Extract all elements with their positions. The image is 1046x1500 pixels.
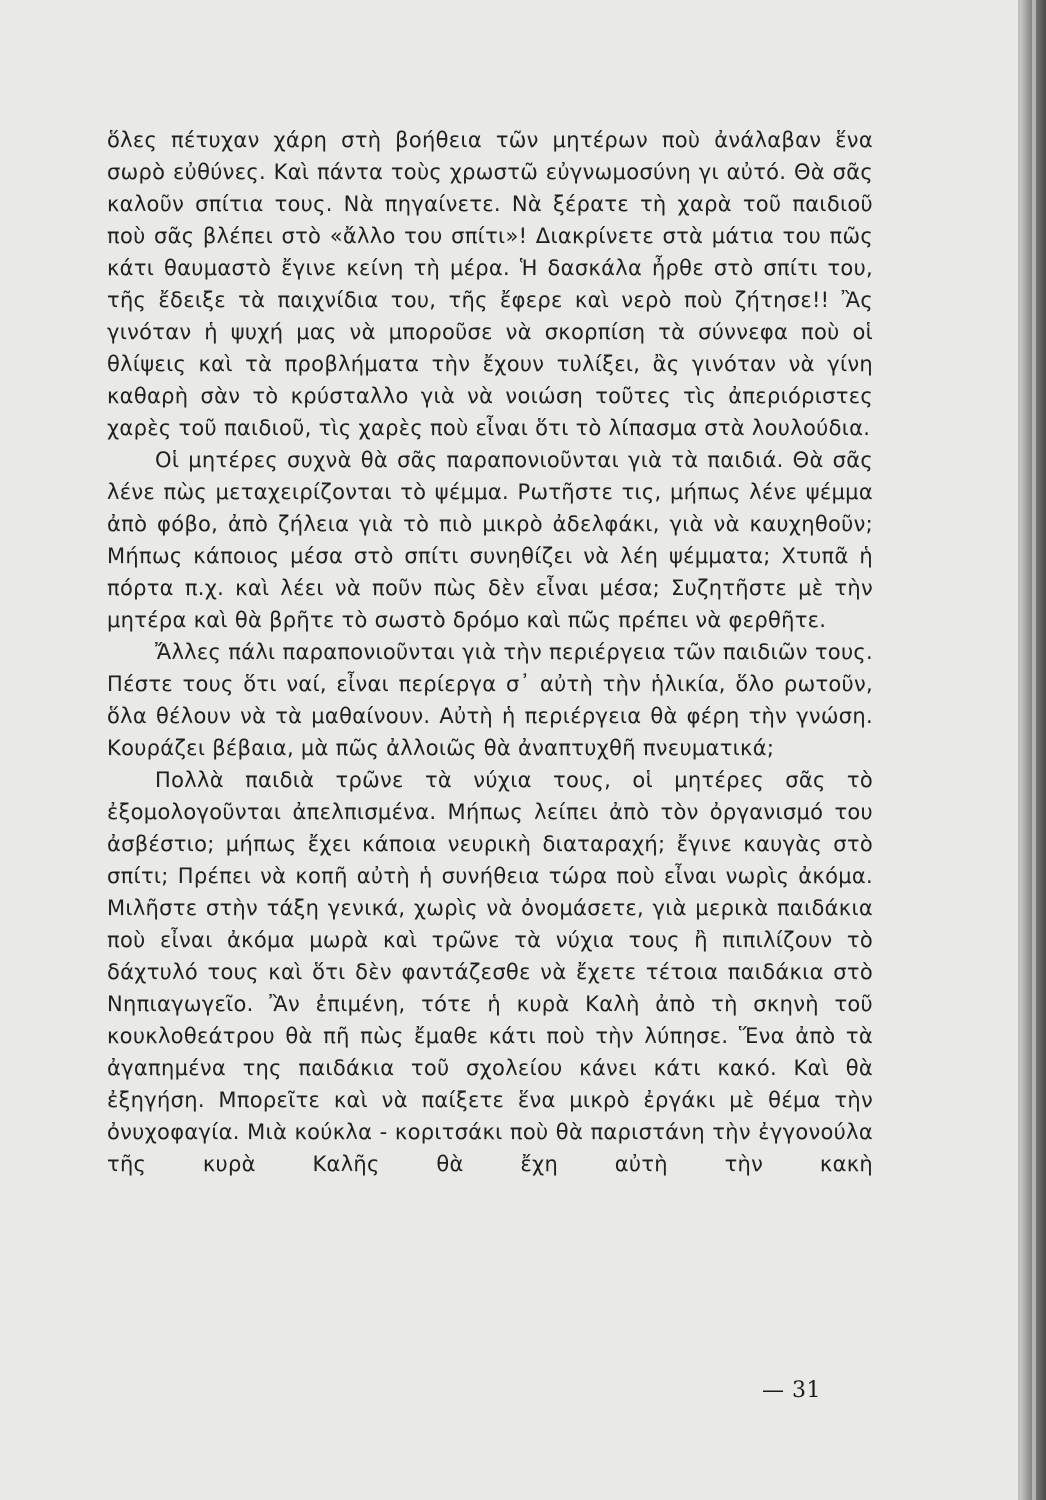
paragraph-1: ὅλες πέτυχαν χάρη στὴ βοήθεια τῶν μητέρων ποὺ ἀνάλαβαν ἕνα σωρὸ εὐθύνες. Καὶ πάντα τοὺς χρωστῶ εὐγνωμοσύνη γι αὐτό. Θὰ σᾶς καλοῦν σπίτια τους. Νὰ πηγαίνετε. Νὰ ξέρατε τὴ χαρὰ τοῦ παιδιοῦ ποὺ σᾶς βλέπει στὸ «ἄλλο του σπίτι»! Διακρίνετε στὰ μάτια του πῶς κάτι θαυμαστὸ ἔγινε κείνη τὴ μέρα. Ἡ δασκάλα ἦρθε στὸ σπίτι του, τῆς ἔδειξε τὰ παιχνίδια του, τῆς ἔφερε καὶ νερὸ ποὺ ζήτησε!! Ἂς γινόταν ἡ ψυχή μας νὰ μποροῦσε νὰ σκορπίση τὰ σύννεφα ποὺ οἱ θλίψεις καὶ τὰ προβλήματα τὴν ἔχουν τυλίξει, ἂς γινόταν νὰ γίνη καθαρὴ σὰν τὸ κρύσταλλο γιὰ νὰ νοιώση τοῦτες τὶς ἀπεριόριστες χαρὲς τοῦ παιδιοῦ, τὶς χαρὲς ποὺ εἶναι ὅτι τὸ λίπασμα στὰ λουλούδια. [107, 128, 873, 440]
paragraph-3: Ἄλλες πάλι παραπονιοῦνται γιὰ τὴν περιέργεια τῶν παιδιῶν τους. Πέστε τους ὅτι ναί, εἶναι περίεργα σ᾽ αὐτὴ τὴν ἡλικία, ὅλο ρωτοῦν, ὅλα θέλουν νὰ τὰ μαθαίνουν. Αὐτὴ ἡ περιέργεια θὰ φέρη τὴν γνώση. Κουράζει βέβαια, μὰ πῶς ἀλλοιῶς θὰ ἀναπτυχθῆ πνευματικά; [107, 640, 873, 760]
page-number: — 31 [762, 1378, 821, 1403]
paragraph-4: Πολλὰ παιδιὰ τρῶνε τὰ νύχια τους, οἱ μητέρες σᾶς τὸ ἐξομολογοῦνται ἀπελπισμένα. Μήπως λείπει ἀπὸ τὸν ὀργανισμό του ἀσβέστιο; μήπως ἔχει κάποια νευρικὴ διαταραχή; ἔγινε καυγὰς στὸ σπίτι; Πρέπει νὰ κοπῆ αὐτὴ ἡ συνήθεια τώρα ποὺ εἶναι νωρὶς ἀκόμα. Μιλῆστε στὴν τάξη γενικά, χωρὶς νὰ ὀνομάσετε, γιὰ μερικὰ παιδάκια ποὺ εἶναι ἀκόμα μωρὰ καὶ τρῶνε τὰ νύχια τους ἢ πιπιλίζουν τὸ δάχτυλό τους καὶ ὅτι δὲν φαντάζεσθε νὰ ἔχετε τέτοια παιδάκια στὸ Νηπιαγωγεῖο. Ἂν ἐπιμένη, τότε ἡ κυρὰ Καλὴ ἀπὸ τὴ σκηνὴ τοῦ κουκλοθεάτρου θὰ πῆ πὼς ἔμαθε κάτι ποὺ τὴν λύπησε. Ἕνα ἀπὸ τὰ ἀγαπημένα της παιδάκια τοῦ σχολείου κάνει κάτι κακό. Καὶ θὰ ἐξηγήση. Μπορεῖτε καὶ νὰ παίξετε ἕνα μικρὸ ἐργάκι μὲ θέμα τὴν ὀνυχοφαγία. Μιὰ κούκλα - κοριτσάκι ποὺ θὰ παριστάνη τὴν ἐγγονούλα τῆς κυρὰ Καλῆς θὰ ἔχη αὐτὴ τὴν κακὴ [107, 768, 873, 1176]
body-text [107, 124, 873, 1180]
paragraph-2: Οἱ μητέρες συχνὰ θὰ σᾶς παραπονιοῦνται γιὰ τὰ παιδιά. Θὰ σᾶς λένε πὼς μεταχειρίζονται τὸ ψέμμα. Ρωτῆστε τις, μήπως λένε ψέμμα ἀπὸ φόβο, ἀπὸ ζήλεια γιὰ τὸ πιὸ μικρὸ ἀδελφάκι, γιὰ νὰ καυχηθοῦν; Μήπως κάποιος μέσα στὸ σπίτι συνηθίζει νὰ λέη ψέμματα; Χτυπᾶ ἡ πόρτα π.χ. καὶ λέει νὰ ποῦν πὼς δὲν εἶναι μέσα; Συζητῆστε μὲ τὴν μητέρα καὶ θὰ βρῆτε τὸ σωστὸ δρόμο καὶ πῶς πρέπει νὰ φερθῆτε. [107, 448, 873, 632]
page-edge-strip [1032, 0, 1036, 1500]
